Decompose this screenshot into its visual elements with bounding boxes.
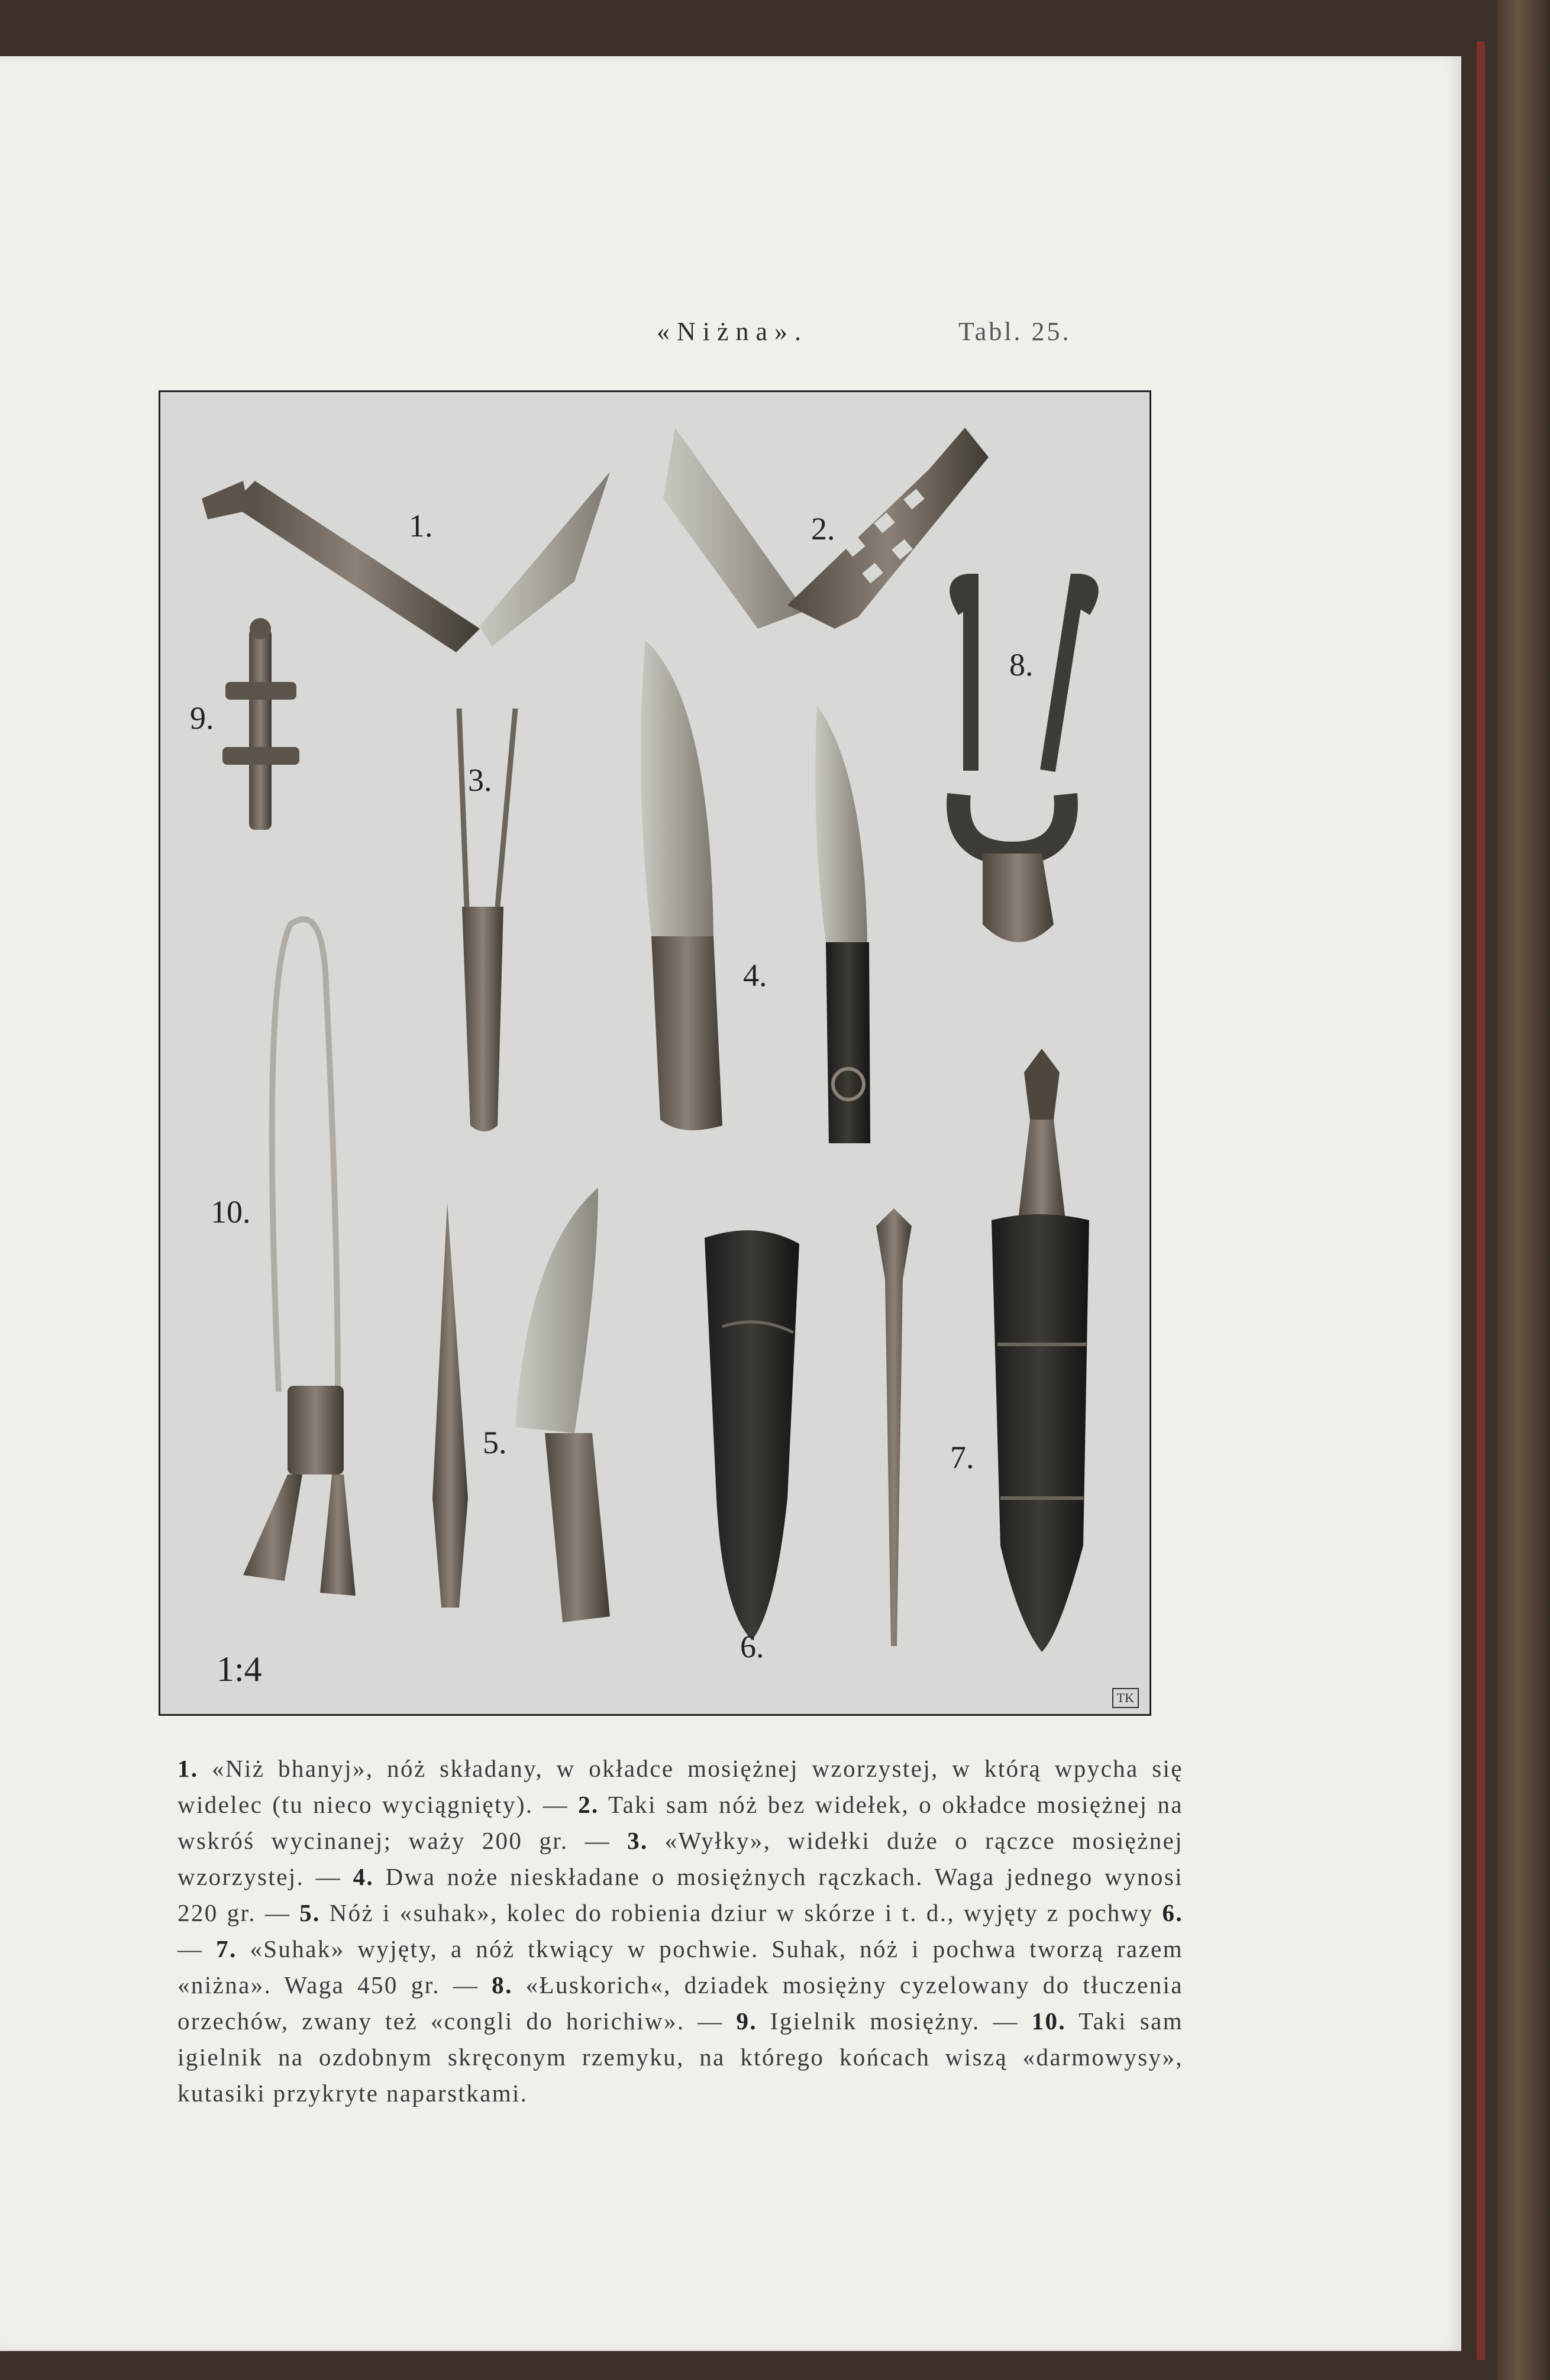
item-5-knife (515, 1188, 610, 1622)
plate-caption (177, 1751, 1183, 2111)
caption-num-8: 8. (492, 1971, 513, 1999)
label-9: 9. (190, 700, 214, 736)
item-9-needle-case (222, 618, 299, 830)
caption-text-8: «Łuskorich«, dziadek mosiężny cyzelowany do tłuczenia orzechów, zwany też «congli do horichiw». — (177, 1971, 1183, 2035)
caption-text-2: Taki sam nóż bez widełek, o okładce mosiężnej na wskróś wycinanej; waży 200 gr. — (177, 1791, 1183, 1854)
label-2: 2. (811, 511, 835, 547)
label-3: 3. (468, 762, 492, 798)
book-spine-edge (1497, 0, 1550, 2380)
label-4: 4. (743, 958, 767, 993)
caption-num-1: 1. (177, 1755, 199, 1782)
caption-text-10: Taki sam igielnik na ozdobnym skręconym rzemyku, na którego końcach wiszą «darmowysy», kutasiki przykryte naparstkami. (177, 2007, 1183, 2107)
caption-num-10: 10. (1031, 2007, 1067, 2035)
caption-num-9: 9. (736, 2007, 758, 2035)
label-8: 8. (1009, 647, 1034, 683)
caption-text-5: Nóż i «suhak», kolec do robienia dziur w skórze i t. d., wyjęty z pochwy (320, 1899, 1162, 1926)
caption-num-6: 6. (1162, 1899, 1183, 1926)
item-7-knife-in-sheath (992, 1049, 1089, 1652)
label-1: 1. (409, 508, 433, 544)
page-header (0, 316, 1461, 352)
label-6: 6. (740, 1629, 764, 1664)
item-4-knife-left (641, 641, 722, 1130)
artifact-photograph (159, 390, 1151, 1716)
caption-text-4: Dwa noże nieskładane o mosiężnych rączkach. Waga jednego wynosi 220 gr. — (177, 1863, 1183, 1926)
item-8-nutcracker (957, 581, 1091, 942)
item-4-knife-right (815, 706, 870, 1143)
caption-num-2: 2. (578, 1791, 599, 1818)
item-6-sheath (705, 1230, 799, 1640)
photographer-monogram: TK (1112, 1688, 1139, 1708)
item-suhak-awl (876, 1208, 912, 1646)
label-5: 5. (483, 1425, 507, 1460)
caption-num-5: 5. (299, 1899, 321, 1926)
caption-text-6: — (177, 1935, 217, 1962)
item-5-awl (432, 1202, 468, 1608)
item-10-needle-case-on-cord (243, 919, 356, 1596)
caption-text-3: «Wyłky», widełki duże o rączce mosiężnej wzorzystej. — (177, 1827, 1183, 1890)
artifact-drawing (160, 392, 1149, 1714)
scale-label: 1:4 (217, 1650, 262, 1689)
caption-text-9: Igielnik mosiężny. — (757, 2007, 1032, 2035)
label-7: 7. (950, 1440, 974, 1475)
plate-number: Tabl. 25. (958, 317, 1071, 346)
label-10: 10. (211, 1194, 251, 1230)
page-edge-stripe (1477, 41, 1485, 2360)
plate-title: «Niżna». (657, 317, 809, 346)
caption-num-3: 3. (627, 1827, 648, 1854)
caption-text-1: «Niż bhanyj», nóż składany, w okładce mosiężnej wzorzystej, w którą wpycha się widelec (tu nieco wyciągnięty). — (177, 1755, 1183, 1818)
book-page (0, 56, 1461, 2351)
caption-num-4: 4. (353, 1863, 374, 1890)
caption-num-7: 7. (216, 1935, 237, 1962)
caption-text-7: «Suhak» wyjęty, a nóż tkwiący w pochwie. Suhak, nóż i pochwa tworzą razem «niżna». Waga 450 gr. — (177, 1935, 1183, 1999)
